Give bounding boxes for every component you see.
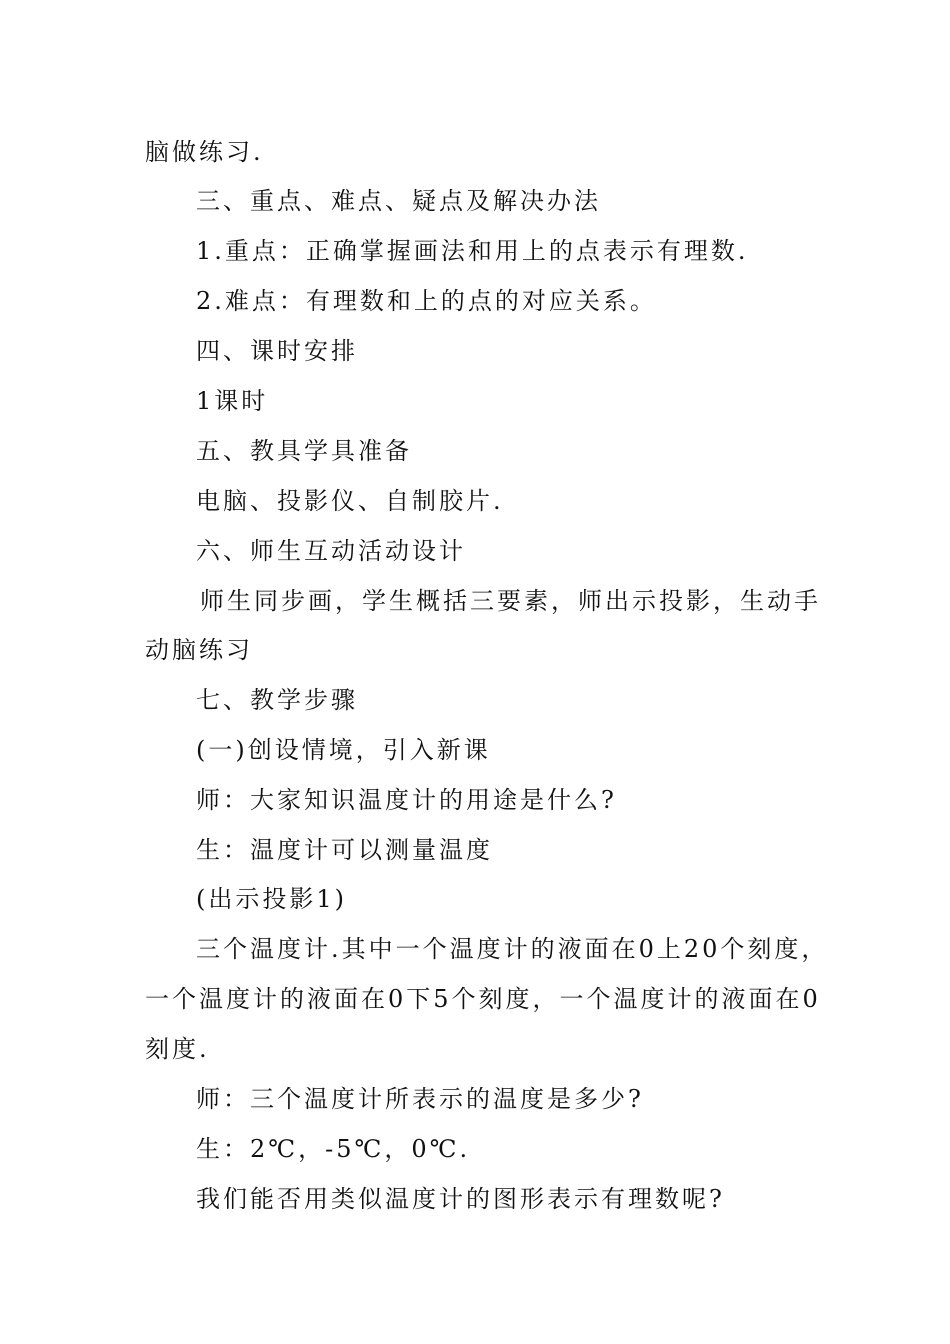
section-heading-schedule: 四、课时安排: [196, 337, 358, 365]
section-heading-activities: 六、师生互动活动设计: [196, 537, 466, 565]
section-heading-steps: 七、教学步骤: [196, 686, 358, 714]
text-line-thermometers: 三个温度计.其中一个温度计的液面在0上20个刻度，: [196, 935, 829, 963]
text-line-thermometers-cont: 一个温度计的液面在0下5个刻度，一个温度计的液面在0: [145, 985, 821, 1013]
text-line-schedule: 1课时: [196, 387, 269, 415]
text-line-activities: 师生同步画，学生概括三要素，师出示投影，生动手: [200, 587, 821, 615]
text-line-difficulty: 2.难点：有理数和上的点的对应关系。: [196, 287, 657, 315]
text-line-key-point: 1.重点：正确掌握画法和用上的点表示有理数.: [196, 237, 749, 265]
text-line-projection: (出示投影1): [196, 885, 347, 913]
section-heading-key-points: 三、重点、难点、疑点及解决办法: [196, 187, 601, 215]
text-line-teacher-question-2: 师：三个温度计所表示的温度是多少?: [196, 1085, 644, 1113]
text-line-activities-cont: 动脑练习: [145, 636, 253, 664]
subheading-intro: (一)创设情境，引入新课: [196, 736, 491, 764]
text-line-thermometers-end: 刻度.: [145, 1035, 210, 1063]
text-line-materials: 电脑、投影仪、自制胶片.: [196, 487, 504, 515]
text-line-student-answer-2: 生：2℃，-5℃，0℃.: [196, 1135, 471, 1163]
section-heading-materials: 五、教具学具准备: [196, 437, 412, 465]
text-line-continuation: 脑做练习.: [145, 138, 264, 166]
text-line-question: 我们能否用类似温度计的图形表示有理数呢?: [196, 1185, 725, 1213]
text-line-teacher-question: 师：大家知识温度计的用途是什么?: [196, 786, 617, 814]
text-line-student-answer: 生：温度计可以测量温度: [196, 836, 493, 864]
